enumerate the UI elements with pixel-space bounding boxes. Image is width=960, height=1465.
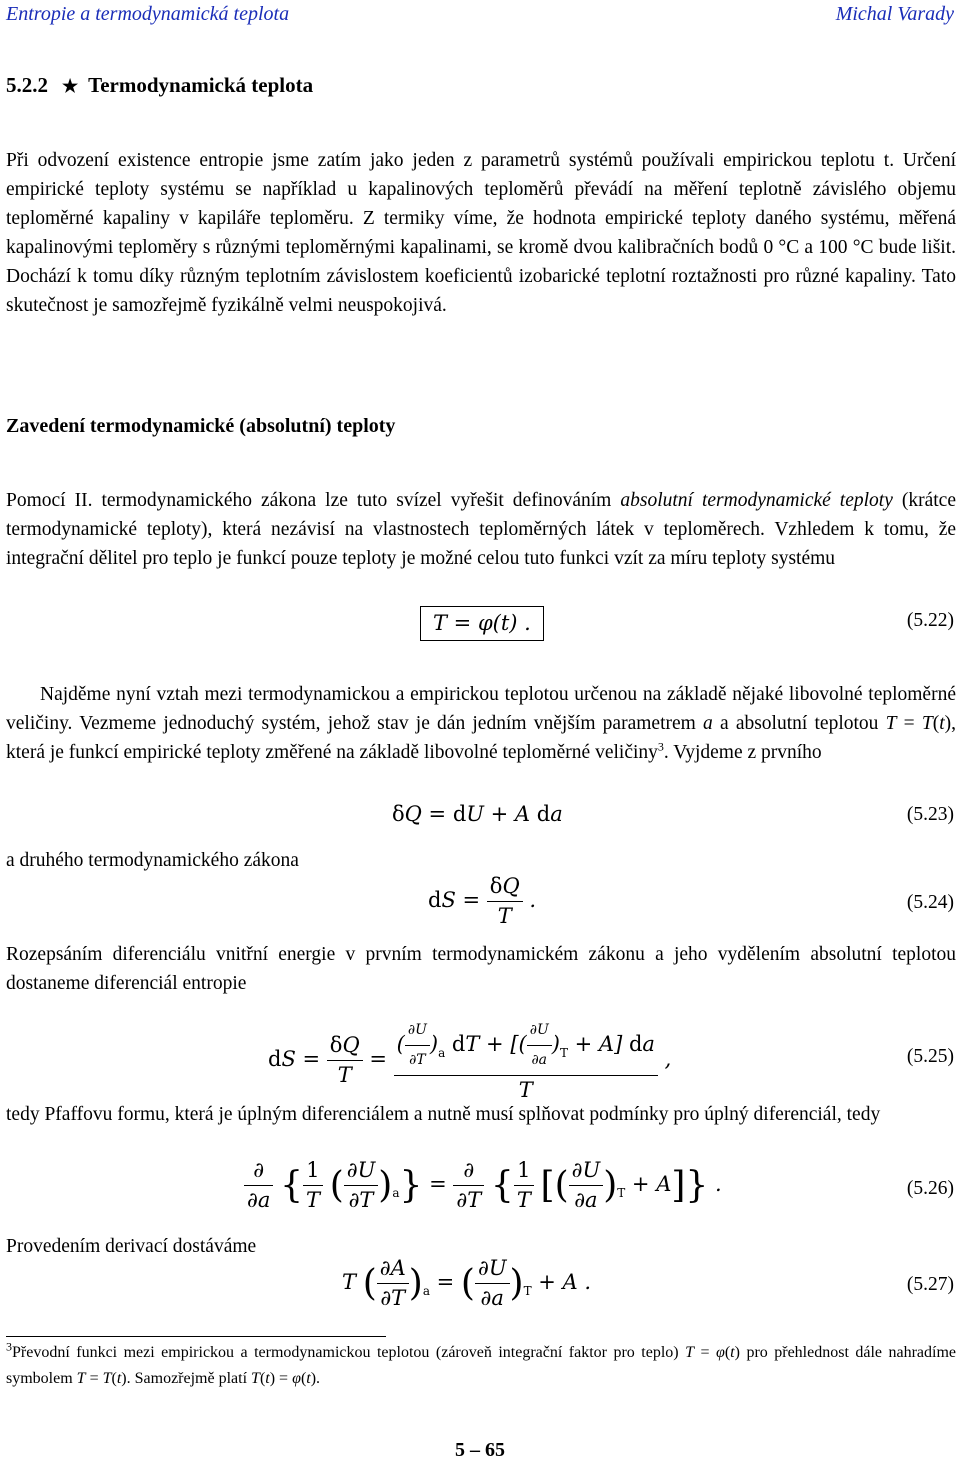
- paragraph-definition: [6, 486, 956, 573]
- page-number: 5 – 65: [455, 1439, 505, 1461]
- footnote-rule: [6, 1336, 386, 1337]
- section-heading: [6, 70, 313, 101]
- text-derivations: Provedením derivací dostáváme: [6, 1236, 257, 1257]
- equation-number: (5.27): [906, 1274, 954, 1295]
- paragraph-intro: Při odvození existence entropie jsme zatím jako jeden z parametrů systémů používali empirickou teplotu t. Určení empirické teploty systému se například u kapalinových teploměrů převádí na měření teplotně závislého objemu teploměrné kapaliny v kapiláře teploměru. Z termiky víme, že hodnota empirické teploty daného systému, měřená kapalinovými teploměry s různými teploměrnými kapalinami, se kromě dvou kalibračních bodů 0 °C a 100 °C bude lišit. Dochází k tomu díky různým teplotním závislostem koeficientů izobarické teplotní roztažnosti pro různé kapaliny. Tato skutečnost je samozřejmě fyzikálně velmi neuspokojivá.: [6, 150, 956, 316]
- subheading: Zavedení termodynamické (absolutní) teploty: [6, 415, 396, 437]
- equation-number: (5.25): [906, 1046, 954, 1067]
- footnote-text-c: . Samozřejmě platí: [126, 1370, 248, 1387]
- equation-number: (5.22): [906, 610, 954, 631]
- section-title: Termodynamická teplota: [88, 73, 314, 97]
- text-second-law: a druhého termodynamického zákona: [6, 850, 299, 871]
- p3-text-c: , která je funkcí empirické teploty změřené na základě libovolné teploměrné veličiny: [6, 713, 957, 763]
- footnote-text-b: pro přehlednost dále nahradíme symbolem: [6, 1344, 957, 1387]
- star-icon: ★: [62, 76, 79, 96]
- paragraph-pfaff: tedy Pfaffovu formu, která je úplným diferenciálem a nutně musí splňovat podmínky pro úplný diferenciál, tedy: [6, 1104, 881, 1125]
- p3-text-b: a absolutní teplotou: [719, 713, 879, 734]
- paragraph-relation: Najděme nyní vztah mezi termodynamickou a empirickou teplotou určenou na základě nějaké libovolné teploměrné veličiny. Vezmeme jednoduchý systém, jehož stav je dán jedním vnějším parametrem a a absolutní teplotou T = T(t), která je funkcí empirické teploty změřené na základě libovolné teploměrné veličiny$^3$. Vyjdeme z prvního: [6, 684, 957, 763]
- footnote-number: 3: [6, 1339, 12, 1354]
- p3-text-a: Najděme nyní vztah mezi termodynamickou a empirickou teplotou určenou na základě nějaké libovolné teploměrné veličiny. Vezmeme jednoduchý systém, jehož stav je dán jedním vnějším parametrem: [6, 684, 956, 734]
- p2-emphasis: absolutní termodynamické teploty: [620, 490, 893, 511]
- footnote: $^3$Převodní funkci mezi empirickou a termodynamickou teplotou (zároveň integrační faktor pro teplo) T = φ(t) pro přehlednost dále nahradíme symbolem T = T(t). Samozřejmě platí T(t) = φ(t).: [6, 1339, 957, 1387]
- paragraph-differential: Rozepsáním diferenciálu vnitřní energie v prvním termodynamickém zákonu a jeho vydělením absolutní teplotou dostaneme diferenciál entropie: [6, 944, 956, 994]
- equation-number: (5.24): [906, 892, 954, 913]
- p2-text-a: Pomocí II. termodynamického zákona lze tuto svízel vyřešit definováním: [6, 490, 612, 511]
- section-number: 5.2.2: [6, 73, 48, 97]
- running-header-author: Michal Varady: [835, 3, 954, 25]
- p3-text-d: . Vyjdeme z prvního: [663, 742, 822, 763]
- running-header-title: Entropie a termodynamická teplota: [6, 3, 290, 25]
- equation-number: (5.26): [906, 1178, 954, 1199]
- equation-number: (5.23): [906, 804, 954, 825]
- page: Entropie a termodynamická teplota Michal Varady 5.2.2 ★ Termodynamická teplota Při odvození existence entropie jsme zatím jako jeden z parametrů systémů používali empirickou teplotu t. Určení empirické teploty systému se například u kapalinových teploměrů převádí na měření teplotně závislého objemu teploměrné kapaliny v kapiláře teploměru. Z termiky víme, že hodnota empirické teploty daného systému, měřená kapalinovými teploměry s různými teploměrnými kapalinami, se kromě dvou kalibračních bodů 0 °C a 100 °C bude lišit. Dochází k tomu díky různým teplotním závislostem koeficientů izobarické teplotní roztažnosti pro různé kapaliny. Tato skutečnost je samozřejmě fyzikálně velmi neuspokojivá. Zavedení termodynamické (absolutní) teploty Pomocí II. termodynamického zákona lze tuto svízel vyřešit definováním absolutní termodynamické teploty (krátce termodynamické teploty), která nezávisí na vlastnostech teploměrných látek v teploměrech. Vzhledem k tomu, že integrační dělitel pro teplo je funkcí pouze teploty je možné celou tuto funkci vzít za míru teploty systému T = φ(t) . (5.22) Najděme nyní vztah mezi termodynamickou a empirickou teplotou určenou na základě nějaké libovolné teploměrné veličiny. Vezmeme jednoduchý systém, jehož stav je dán jedním vnějším parametrem a a absolutní teplotou T = T(t), která je funkcí empirické teploty změřené na základě libovolné teploměrné veličiny$^3$. Vyjdeme z prvního δQ = dU + A da (5.23) a druhého termodynamického zákona dS = $\frac{\delta Q}{T}$ . (5.24) Rozepsáním diferenciálu vnitřní energie v prvním termodynamickém zákonu a jeho vydělením absolutní teplotou dostaneme diferenciál entropie dS = $\frac{\delta Q}{T}$ = ( $\frac{\partial U}{\partial T}$ )$_a$ dT + [( $\frac{\partial U}{\partial a}$ )$_T + A$] da T , (5.25) tedy Pfaffovu formu, která je úplným diferenciálem a nutně musí splňovat podmínky pro úplný diferenciál, tedy $\frac{\partial}{\partial a}$ { $\frac{1}{T}$ ( $\frac{\partial U}{\partial T}$ )$_a$} = $\frac{\partial}{\partial T}$ { $\frac{1}{T}$ [( $\frac{\partial U}{\partial a}$ )$_T + A$]} . (5.26) Provedením derivací dostáváme T ( $\frac{\partial A}{\partial T}$ )$_a$ = ( $\frac{\partial U}{\partial a}$ )$_T + A$ . (5.27) $^3$Převodní funkci mezi empirickou a termodynamickou teplotou (zároveň integrační faktor pro teplo) T = φ(t) pro přehlednost dále nahradíme symbolem T = T(t). Samozřejmě platí T(t) = φ(t). 5 – 65: [0, 0, 960, 1462]
- footnote-mark: 3: [657, 739, 664, 754]
- footnote-text-a: Převodní funkci mezi empirickou a termodynamickou teplotou (zároveň integrační faktor pro teplo): [12, 1344, 679, 1361]
- p2-text-b: (krátce termodynamické teploty), která nezávisí na vlastnostech teploměrných látek v teploměrech. Vzhledem k tomu, že integrační dělitel pro teplo je funkcí pouze teploty je možné celou tuto funkci vzít za míru teploty systému: [6, 490, 956, 569]
